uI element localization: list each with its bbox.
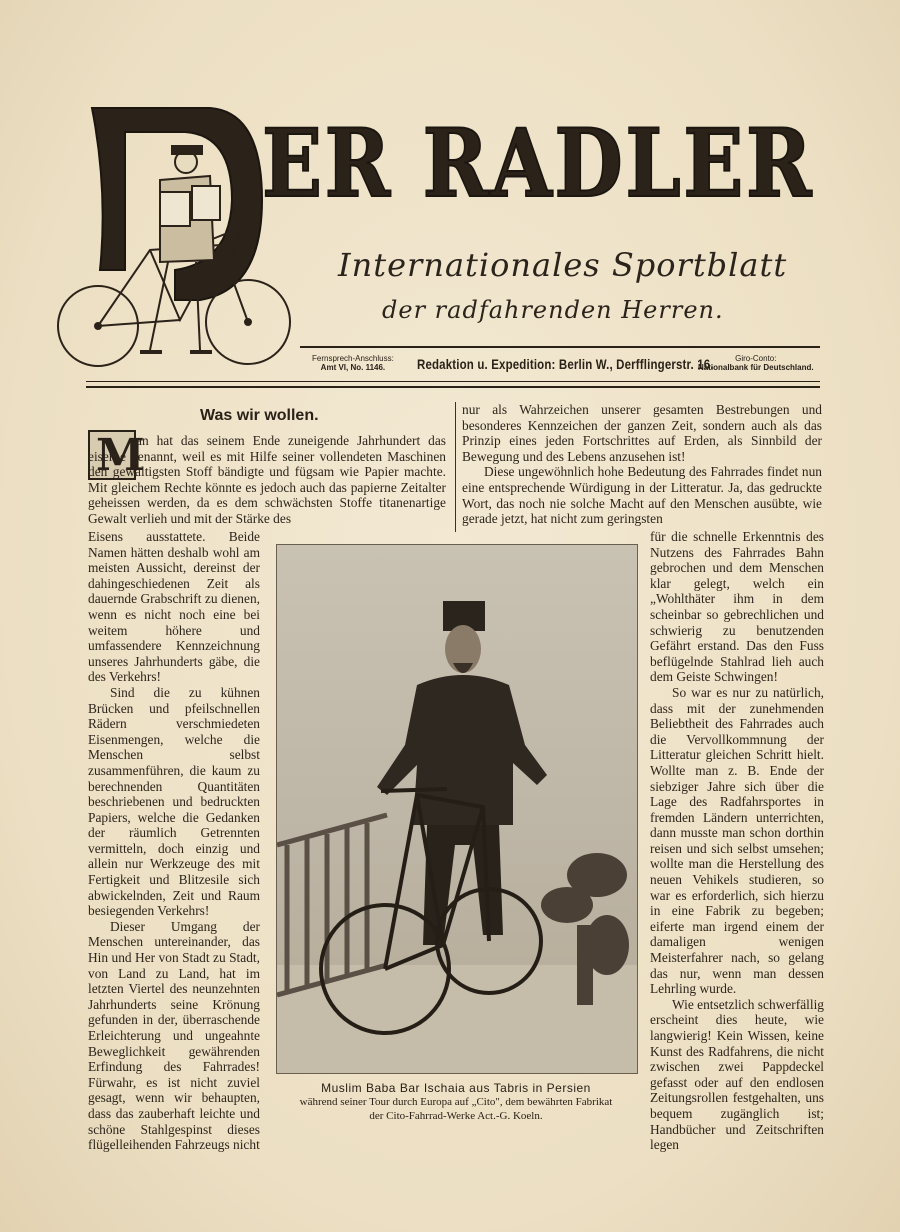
dropcap-letter: M [96, 430, 145, 481]
masthead-subtitle: Internationales Sportblatt [338, 246, 788, 284]
column-2-top [462, 402, 822, 527]
masthead-title: ER RADLER [262, 109, 814, 219]
article-heading: Was wir wollen. [200, 407, 319, 424]
phone-label: Fernsprech-Anschluss: [312, 354, 394, 363]
paragraph: Sind die zu kühnen Brücken und pfeilschnellen Rädern verschmiedeten Eisenmengen, welche die Menschen selbst zusammenführen, die kaum zu berechnenden Quantitäten beschriebenen und bedruckten Papiers, welche die Gedanken der räumlich Getrennten vermitteln, doch einzig und allein nur Werkzeuge des mit Fertigkeit und Blitzesile sich abwickelnden, Zeit und Raum besiegenden Verkehrs! [88, 684, 260, 919]
paragraph: nur als Wahrzeichen unserer gesamten Bestrebungen und besonderes Kennzeichen der ganzen Zeit, sondern auch als das Prinzip eines jeden Fortschrittes auf Erden, als Sinnbild der Bewegung und des Lebens anzusehen ist! [462, 402, 822, 464]
paragraph: Diese ungewöhnlich hohe Bedeutung des Fahrrades findet nun eine entsprechende Würdigung in der Litteratur. Ja, das gedruckte Wort, das noch nie solche Macht auf den Menschen ausübte, wie gerade jetzt, hat nicht zum geringsten [462, 464, 822, 527]
column-divider [455, 402, 456, 532]
paragraph: Wie entsetzlich schwerfällig erscheint dies heute, wie langwierig! Kein Wissen, keine Kunst des Radfahrens, die nicht zwischen zwei Pappdeckel gefasst oder auf den endlosen Zeitungsrollen festgehalten, uns bequem zugänglich ist; Handbücher und Zeitschriften legen [650, 996, 824, 1153]
paragraph: für die schnelle Erkenntnis des Nutzens des Fahrrades Bahn gebrochen und dem Menschen klar gelegt, welch ein „Wohlthäter ihm in dem scheinbar so gebrechlichen und schwierig zu benutzenden Gefährt erstand. Das den Fuss beflügelnde Stahlrad lieh auch dem Geiste Schwingen! [650, 529, 824, 685]
giro-label: Giro-Conto: [735, 354, 777, 363]
column-1-narrow [88, 529, 260, 1153]
editorial-address: Redaktion u. Expedition: Berlin W., Derfflingerstr. 16. [417, 356, 714, 372]
paragraph: Eisens ausstattete. Beide Namen hätten deshalb wohl am meisten Aussicht, dereinst der dahingeschiedenen Zeit als dauernde Grabschrift zu dienen, wenn es nicht noch eine bei weitem höhere und umfassendere Kennzeichnung unseres Jahrhunderts gäbe, die des Verkehrs! [88, 529, 260, 685]
masthead-infobar [300, 352, 830, 380]
masthead-subtitle-2: der radfahrenden Herren. [382, 296, 724, 324]
column-2-narrow [650, 529, 824, 1153]
artist-signature: Peter Gött [225, 228, 246, 263]
masthead-illustration [0, 80, 900, 390]
paragraph: Dieser Umgang der Menschen untereinander, das Hin und Her von Stadt zu Stadt, von Land zu Land, hat im letzten Viertel des neunzehnten Jahrhunderts seine Krönung gefunden in der, überraschende Erleichterung und ungeahnte Beweglichkeit gewährenden Erfindung des Fahrrades! Fürwahr, es ist nicht zuviel gesagt, wenn wir behaupten, dass das zauberhaft leichte und schöne Stahlgespinst dieses flügelleihenden Fahrzeugs nicht [88, 918, 260, 1153]
phone-value: Amt VI, No. 1146. [320, 363, 386, 372]
giro-value: Nationalbank für Deutschland. [698, 363, 814, 372]
phone-block [312, 354, 394, 372]
giro-block [698, 354, 814, 372]
bicycle-photo-icon [276, 544, 638, 1074]
paragraph: So war es nur zu natürlich, dass mit der zunehmenden Beliebtheit des Fahrrades auch die Vervollkommnung der Litteratur gleichen Schritt hielt. Wollte man z. B. Ende der siebziger Jahre sich über die Lage des Radfahrsportes in fremden Ländern unterrichten, dann musste man schon dorthin reisen und sich selbst umsehen; wollte man die Herstellung des neuen Vehikels studieren, so war es erforderlich, sich hierzu in eine Fabrik zu begeben; eiferte man irgend einem der damaligen wenigen Meisterfahrer nach, so gelang das nur, wenn man dessen Lehrling wurde. [650, 684, 824, 997]
photo-caption [270, 1081, 642, 1123]
masthead [0, 0, 900, 400]
caption-line-2: während seiner Tour durch Europa auf „Cito", dem bewährten Fabrikat [299, 1096, 613, 1108]
paragraph: an hat das seinem Ende zuneigende Jahrhundert das eiserne genannt, weil es mit Hilfe seiner vollendeten Maschinen den gewaltigsten Stoff bändigte und fügsam wie Papier machte. Mit gleichem Rechte könnte es jedoch auch das papierne Zeitalter geheissen werden, da es dem schwächsten Stoffe titanenartige Gewalt verlieh und mit der Stärke des [88, 433, 446, 526]
caption-line-3: der Cito-Fahrrad-Werke Act.-G. Koeln. [369, 1110, 543, 1122]
caption-line-1: Muslim Baba Bar Ischaia aus Tabris in Persien [321, 1081, 591, 1095]
column-1-top [88, 433, 446, 527]
